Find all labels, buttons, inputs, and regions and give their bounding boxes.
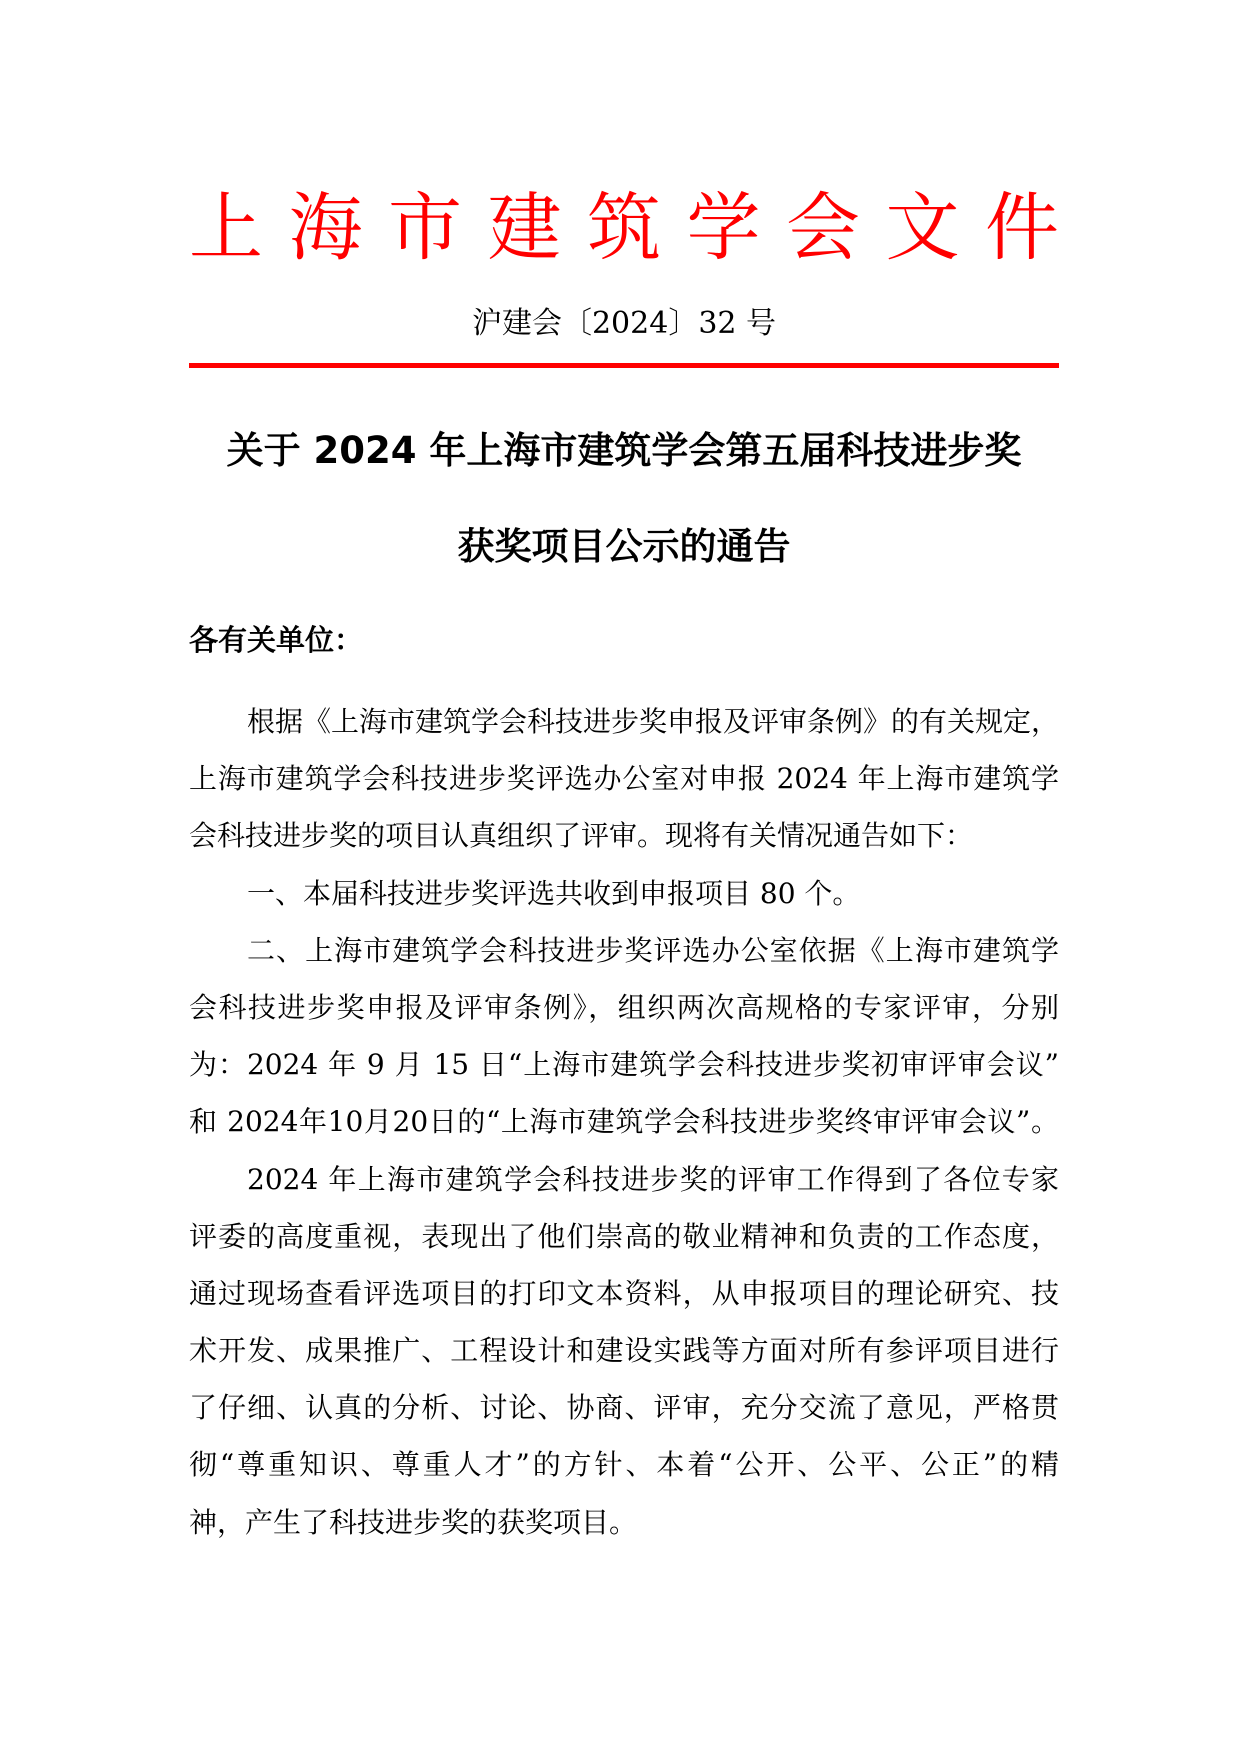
red-divider bbox=[189, 363, 1059, 368]
body-line: 术开发、成果推广、工程设计和建设实践等方面对所有参评项目进行 bbox=[189, 1334, 1059, 1368]
notice-title-line-1: 关于 2024 年上海市建筑学会第五届科技进步奖 bbox=[226, 429, 1022, 472]
body-line: 二、上海市建筑学会科技进步奖评选办公室依据《上海市建筑学 bbox=[247, 933, 1059, 967]
body-line: 为：2024 年 9 月 15 日“上海市建筑学会科技进步奖初审评审会议” bbox=[189, 1048, 1059, 1082]
org-title-char: 上 bbox=[189, 185, 263, 271]
body-line: 上海市建筑学会科技进步奖评选办公室对申报 2024 年上海市建筑学 bbox=[189, 762, 1059, 796]
body-line: 会科技进步奖的项目认真组织了评审。现将有关情况通告如下： bbox=[189, 819, 974, 853]
org-title-char: 文 bbox=[885, 185, 960, 271]
body-line: 根据《上海市建筑学会科技进步奖申报及评审条例》的有关规定， bbox=[247, 705, 1059, 738]
notice-title-line-2: 获奖项目公示的通告 bbox=[457, 525, 791, 568]
salutation: 各有关单位： bbox=[189, 623, 364, 657]
org-title-char: 市 bbox=[388, 185, 462, 271]
org-title-char: 筑 bbox=[587, 185, 661, 271]
body-line: 彻“尊重知识、尊重人才”的方针、本着“公开、公平、公正”的精 bbox=[189, 1448, 1059, 1482]
body-line: 了仔细、认真的分析、讨论、协商、评审，充分交流了意见，严格贯 bbox=[189, 1391, 1059, 1425]
body-line: 2024 年上海市建筑学会科技进步奖的评审工作得到了各位专家 bbox=[247, 1162, 1059, 1196]
org-title-char: 建 bbox=[487, 185, 562, 271]
body-line: 和 2024年10月20日的“上海市建筑学会科技进步奖终审评审会议”。 bbox=[189, 1105, 1059, 1139]
body-line: 通过现场查看评选项目的打印文本资料，从申报项目的理论研究、技 bbox=[189, 1276, 1059, 1310]
document-org-title bbox=[189, 186, 1059, 270]
org-title-char: 海 bbox=[288, 185, 363, 271]
body-line: 一、本届科技进步奖评选共收到申报项目 80 个。 bbox=[247, 876, 861, 910]
org-title-char: 会 bbox=[786, 185, 860, 271]
body-line: 会科技进步奖申报及评审条例》，组织两次高规格的专家评审，分别 bbox=[189, 990, 1059, 1024]
body-line: 神，产生了科技进步奖的获奖项目。 bbox=[189, 1505, 638, 1539]
org-title-char: 学 bbox=[686, 185, 761, 271]
body-line: 评委的高度重视，表现出了他们崇高的敬业精神和负责的工作态度， bbox=[189, 1219, 1059, 1253]
notice-body bbox=[189, 693, 1059, 1551]
document-number: 沪建会〔2024〕32 号 bbox=[471, 306, 777, 341]
org-title-char: 件 bbox=[985, 185, 1059, 271]
